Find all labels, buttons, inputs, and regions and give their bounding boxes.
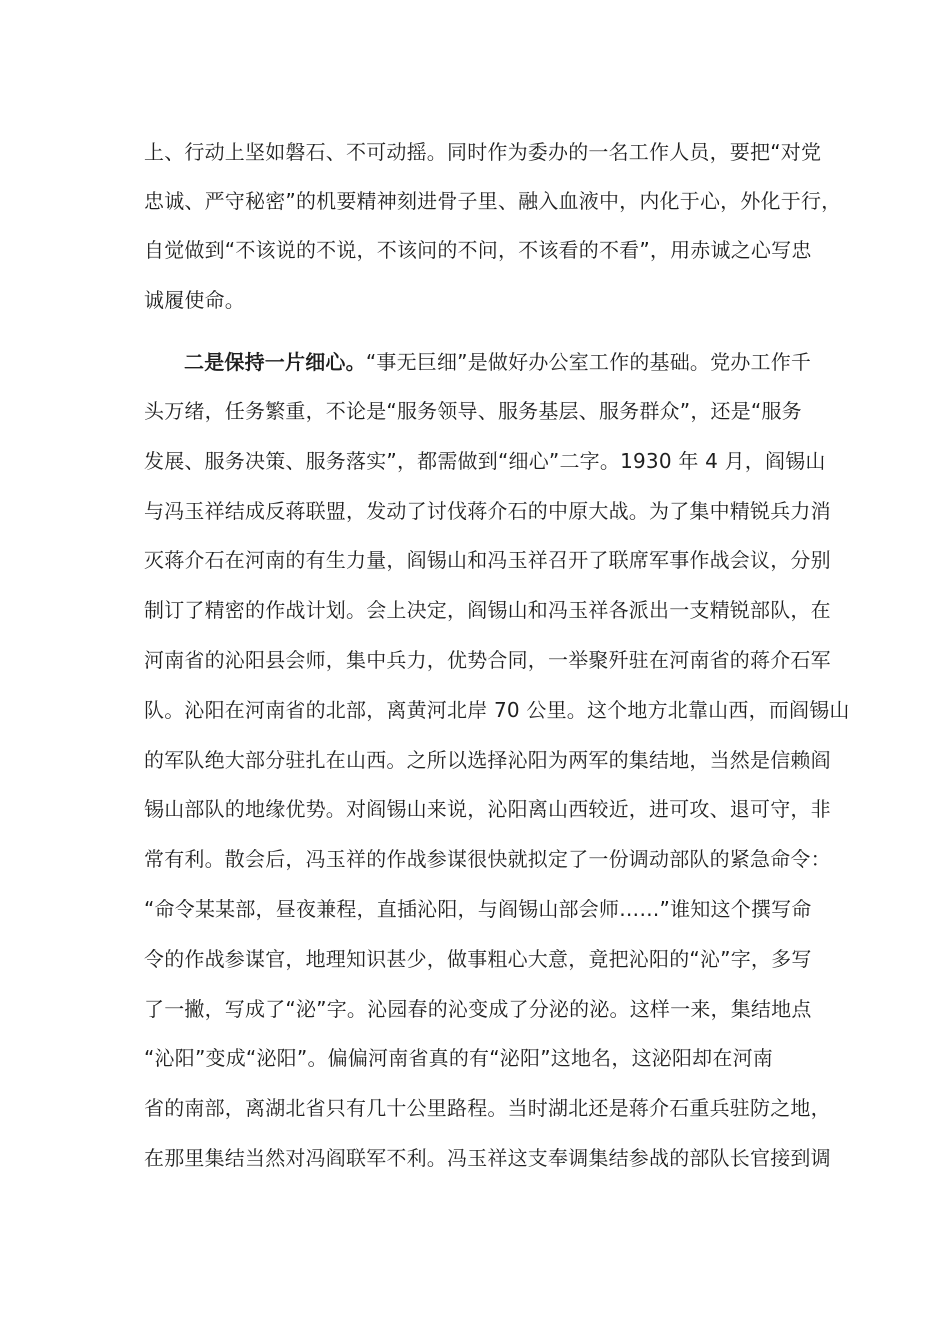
paragraph-line: 锡山部队的地缘优势。对阎锡山来说，沁阳离山西较近，进可攻、退可守，非	[144, 797, 831, 821]
paragraph-line: 了一撇，写成了“泌”字。沁园春的沁变成了分泌的泌。这样一来，集结地点	[144, 997, 812, 1021]
paragraph-line: 河南省的沁阳县会师，集中兵力，优势合同，一举聚歼驻在河南省的蒋介石军	[144, 648, 831, 672]
paragraph-line: “沁阳”变成“泌阳”。偏偏河南省真的有“泌阳”这地名，这泌阳却在河南	[144, 1046, 773, 1070]
paragraph-line: 制订了精密的作战计划。会上决定，阎锡山和冯玉祥各派出一支精锐部队，在	[144, 598, 831, 622]
paragraph-line: 头万绪，任务繁重，不论是“服务领导、服务基层、服务群众”，还是“服务	[144, 399, 802, 423]
paragraph-line: “命令某某部，昼夜兼程，直插沁阳，与阎锡山部会师……”谁知这个撰写命	[144, 897, 812, 921]
paragraph-line: 发展、服务决策、服务落实”，都需做到“细心”二字。1930 年 4 月，阎锡山	[144, 449, 826, 473]
paragraph-line: 队。沁阳在河南省的北部，离黄河北岸 70 公里。这个地方北靠山西，而阎锡山	[144, 698, 850, 722]
paragraph-line: 的军队绝大部分驻扎在山西。之所以选择沁阳为两军的集结地，当然是信赖阎	[144, 748, 831, 772]
paragraph-line: 令的作战参谋官，地理知识甚少，做事粗心大意，竟把沁阳的“沁”字，多写	[144, 947, 812, 971]
paragraph-line: 自觉做到“不该说的不说，不该问的不问，不该看的不看”，用赤诚之心写忠	[144, 238, 812, 262]
paragraph-line: 上、行动上坚如磐石、不可动摇。同时作为委办的一名工作人员，要把“对党	[144, 140, 822, 164]
paragraph-first-line-text: “事无巨细”是做好办公室工作的基础。党办工作千	[365, 350, 812, 374]
paragraph-line: 在那里集结当然对冯阎联军不利。冯玉祥这支奉调集结参战的部队长官接到调	[144, 1146, 831, 1170]
paragraph-line: 诚履使命。	[144, 288, 245, 312]
paragraph-line: 省的南部，离湖北省只有几十公里路程。当时湖北还是蒋介石重兵驻防之地，	[144, 1096, 831, 1120]
paragraph-line: 忠诚、严守秘密”的机要精神刻进骨子里、融入血液中，内化于心，外化于行，	[144, 189, 842, 213]
paragraph-line: 灭蒋介石在河南的有生力量，阎锡山和冯玉祥召开了联席军事作战会议，分别	[144, 548, 831, 572]
paragraph-line: 常有利。散会后，冯玉祥的作战参谋很快就拟定了一份调动部队的紧急命令：	[144, 847, 831, 871]
paragraph-line: 与冯玉祥结成反蒋联盟，发动了讨伐蒋介石的中原大战。为了集中精锐兵力消	[144, 499, 831, 523]
paragraph-first-line	[184, 349, 814, 375]
paragraph-heading: 二是保持一片细心。	[184, 350, 366, 374]
